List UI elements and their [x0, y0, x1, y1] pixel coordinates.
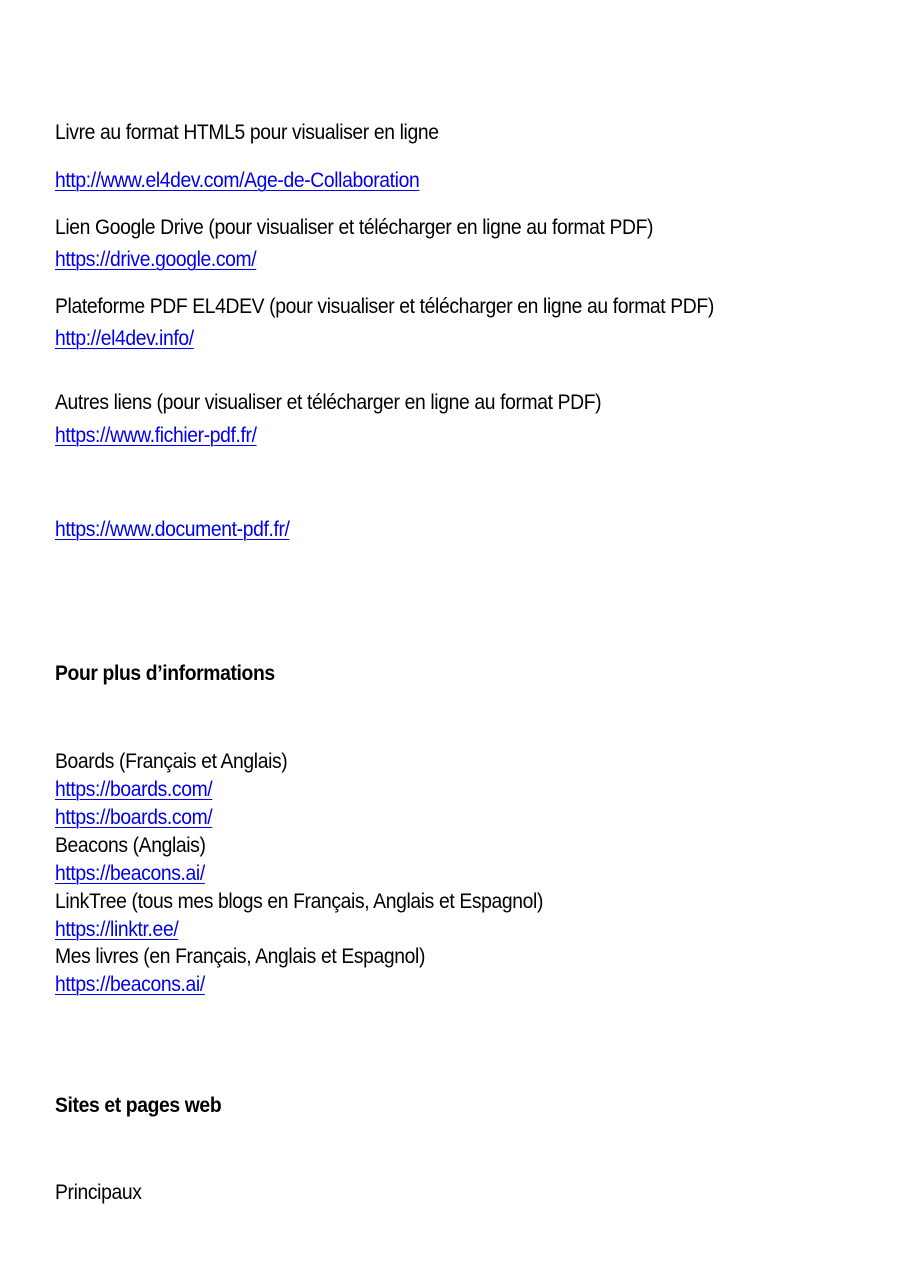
google-drive-link[interactable]: https://drive.google.com/: [55, 248, 257, 271]
linktree-label: LinkTree (tous mes blogs en Français, Anglais et Espagnol): [55, 890, 544, 913]
html5-book-label: Livre au format HTML5 pour visualiser en ligne: [55, 121, 439, 144]
more-info-heading: Pour plus d’informations: [55, 662, 275, 685]
beacons-label: Beacons (Anglais): [55, 834, 206, 857]
document-pdf-link[interactable]: https://www.document-pdf.fr/: [55, 518, 290, 541]
other-links-label: Autres liens (pour visualiser et télécharger en ligne au format PDF): [55, 391, 602, 414]
pdf-platform-link[interactable]: http://el4dev.info/: [55, 327, 194, 350]
boards-link-2[interactable]: https://boards.com/: [55, 806, 213, 829]
linktree-link[interactable]: https://linktr.ee/: [55, 918, 179, 941]
main-sites-subheading: Principaux: [55, 1181, 142, 1204]
my-books-link[interactable]: https://beacons.ai/: [55, 973, 205, 996]
beacons-link[interactable]: https://beacons.ai/: [55, 862, 205, 885]
fichier-pdf-link[interactable]: https://www.fichier-pdf.fr/: [55, 424, 257, 447]
html5-book-link[interactable]: http://www.el4dev.com/Age-de-Collaboration: [55, 169, 420, 192]
boards-label: Boards (Français et Anglais): [55, 750, 288, 773]
websites-heading: Sites et pages web: [55, 1094, 222, 1117]
boards-link-1[interactable]: https://boards.com/: [55, 778, 213, 801]
pdf-platform-label: Plateforme PDF EL4DEV (pour visualiser et télécharger en ligne au format PDF): [55, 295, 714, 318]
google-drive-label: Lien Google Drive (pour visualiser et télécharger en ligne au format PDF): [55, 216, 654, 239]
my-books-label: Mes livres (en Français, Anglais et Espagnol): [55, 945, 426, 968]
